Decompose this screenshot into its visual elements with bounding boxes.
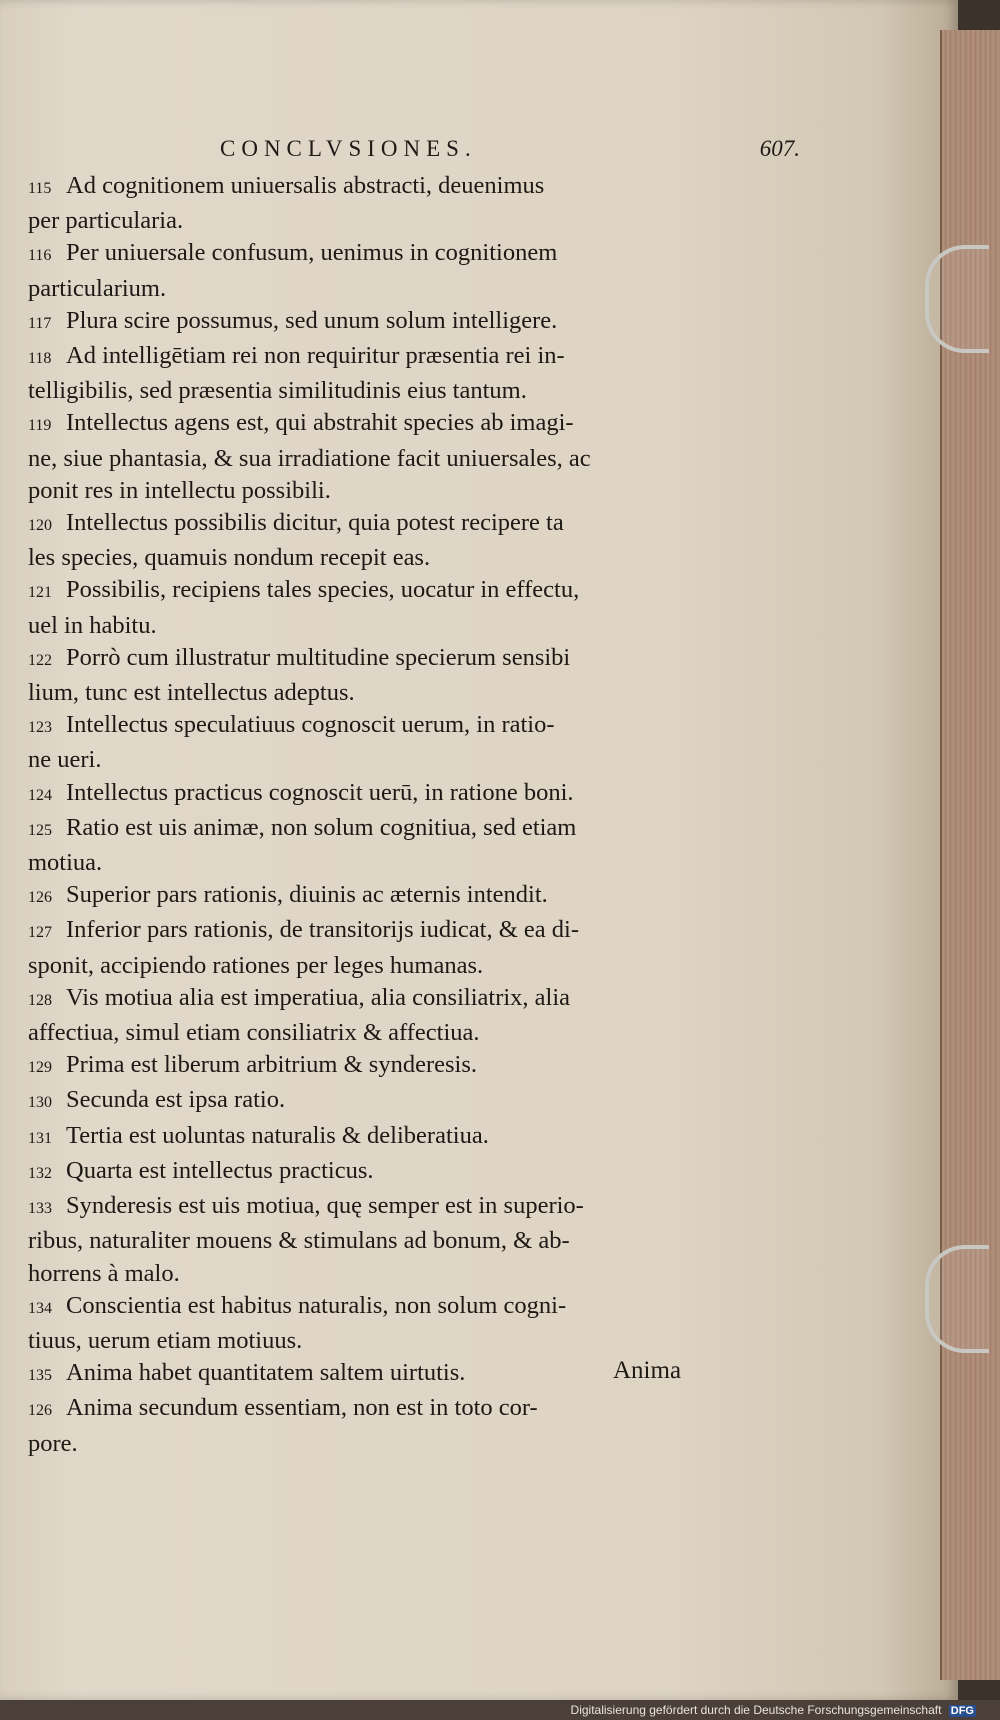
line-text: Superior pars rationis, diuinis ac æternis intendit. <box>66 881 548 909</box>
line-text: Ratio est uis animæ, non solum cognitiua, sed etiam <box>66 813 577 841</box>
paragraph-line <box>28 709 698 744</box>
paragraph-number: 124 <box>28 786 52 804</box>
line-text: Inferior pars rationis, de transitorijs iudicat, & ea di- <box>66 916 579 944</box>
line-text: Plura scire possumus, sed unum solum intelligere. <box>66 306 558 334</box>
line-text: Anima habet quantitatem saltem uirtutis. <box>66 1359 466 1387</box>
conclusion-paragraph <box>28 305 698 340</box>
paragraph-line <box>28 812 698 847</box>
conclusion-paragraph <box>28 642 698 709</box>
paragraph-number: 116 <box>28 247 52 265</box>
paragraph-line <box>28 1428 698 1460</box>
line-text: motiua. <box>28 849 103 877</box>
paragraph-number: 132 <box>28 1164 52 1182</box>
paragraph-number: 129 <box>28 1059 52 1077</box>
paragraph-line <box>28 340 698 375</box>
line-text: ponit res in intellectu possibili. <box>28 476 331 504</box>
paragraph-number: 126 <box>28 889 52 907</box>
paragraph-line <box>28 847 698 879</box>
paragraph-line <box>28 1049 698 1084</box>
footer-credit-text: Digitalisierung gefördert durch die Deutsche Forschungsgemeinschaft <box>570 1703 942 1717</box>
page-clip-top <box>925 245 989 353</box>
paragraph-line <box>28 273 698 305</box>
paragraph-line <box>28 205 698 237</box>
line-text: les species, quamuis nondum recepit eas. <box>28 544 431 572</box>
paragraph-line <box>28 1120 698 1155</box>
line-text: Vis motiua alia est imperatiua, alia consiliatrix, alia <box>66 983 571 1011</box>
line-text: telligibilis, sed præsentia similitudinis eius tantum. <box>28 377 527 405</box>
conclusion-paragraph <box>28 1392 698 1459</box>
paragraph-line <box>28 677 698 709</box>
line-text: Possibilis, recipiens tales species, uocatur in effectu, <box>66 576 580 604</box>
conclusion-paragraph <box>28 1084 698 1119</box>
paragraph-line <box>28 237 698 272</box>
paragraph-line <box>28 1392 698 1427</box>
paragraph-line <box>28 1290 698 1325</box>
line-text: Intellectus speculatiuus cognoscit uerum, in ratio- <box>66 711 555 739</box>
line-text: particularium. <box>28 274 167 302</box>
paragraph-line <box>28 1325 698 1357</box>
line-text: Quarta est intellectus practicus. <box>66 1156 374 1184</box>
paragraph-line <box>28 1225 698 1257</box>
line-text: lium, tunc est intellectus adeptus. <box>28 679 355 707</box>
folio-number: 607. <box>759 136 800 161</box>
text-body <box>28 170 698 1460</box>
line-text: tiuus, uerum etiam motiuus. <box>28 1326 303 1354</box>
page-header <box>220 136 800 162</box>
line-text: per particularia. <box>28 207 184 235</box>
paragraph-number: 128 <box>28 991 52 1009</box>
paragraph-number: 134 <box>28 1299 52 1317</box>
paragraph-number: 123 <box>28 719 52 737</box>
paragraph-number: 135 <box>28 1367 52 1385</box>
paragraph-number: 127 <box>28 924 52 942</box>
paragraph-line <box>28 1017 698 1049</box>
line-text: Ad cognitionem uniuersalis abstracti, deuenimus <box>66 172 545 199</box>
paragraph-line <box>28 982 698 1017</box>
paragraph-line <box>28 744 698 776</box>
line-text: pore. <box>28 1429 78 1457</box>
paragraph-number: 131 <box>28 1129 52 1147</box>
paragraph-number: 121 <box>28 584 52 602</box>
line-text: Conscientia est habitus naturalis, non solum cogni- <box>66 1291 567 1319</box>
conclusion-paragraph <box>28 1049 698 1084</box>
paragraph-number: 118 <box>28 350 52 368</box>
paragraph-number: 119 <box>28 417 52 435</box>
footer-credit <box>571 1703 976 1717</box>
paragraph-line <box>28 574 698 609</box>
conclusion-paragraph <box>28 777 698 812</box>
conclusion-paragraph <box>28 237 698 304</box>
paragraph-line <box>28 170 698 205</box>
page-clip-bottom <box>925 1245 989 1353</box>
conclusion-paragraph <box>28 340 698 407</box>
paragraph-number: 117 <box>28 314 52 332</box>
paragraph-line <box>28 879 698 914</box>
paragraph-line <box>28 777 698 812</box>
line-text: Intellectus possibilis dicitur, quia potest recipere ta <box>66 509 564 537</box>
paragraph-number: 133 <box>28 1200 52 1218</box>
paragraph-line <box>28 950 698 982</box>
paragraph-line <box>28 1084 698 1119</box>
paragraph-line <box>28 407 698 442</box>
line-text: Per uniuersale confusum, uenimus in cognitionem <box>66 239 558 267</box>
paragraph-number: 120 <box>28 517 52 535</box>
paragraph-line <box>28 443 698 475</box>
paragraph-line <box>28 375 698 407</box>
line-text: horrens à malo. <box>28 1259 180 1287</box>
line-text: uel in habitu. <box>28 611 157 639</box>
conclusion-paragraph <box>28 982 698 1049</box>
line-text: Prima est liberum arbitrium & synderesis. <box>66 1051 477 1079</box>
line-text: Anima secundum essentiam, non est in toto cor- <box>66 1394 538 1422</box>
paragraph-number: 130 <box>28 1094 52 1112</box>
line-text: Synderesis est uis motiua, quę semper est in superio- <box>66 1192 584 1220</box>
line-text: Secunda est ipsa ratio. <box>66 1086 286 1114</box>
conclusion-paragraph <box>28 879 698 914</box>
line-text: ribus, naturaliter mouens & stimulans ad bonum, & ab- <box>28 1227 570 1255</box>
line-text: ne, siue phantasia, & sua irradiatione facit uniuersales, ac <box>28 444 591 472</box>
paragraph-line <box>28 914 698 949</box>
dfg-logo-icon: DFG <box>950 1705 974 1717</box>
conclusion-paragraph <box>28 709 698 776</box>
paragraph-line <box>28 1155 698 1190</box>
line-text: Tertia est uoluntas naturalis & deliberatiua. <box>66 1121 489 1149</box>
line-text: Porrò cum illustratur multitudine specierum sensibi <box>66 643 571 671</box>
conclusion-paragraph <box>28 812 698 879</box>
paragraph-line <box>28 1357 698 1392</box>
digitization-footer <box>0 1700 1000 1720</box>
conclusion-paragraph <box>28 407 698 507</box>
conclusion-paragraph <box>28 1155 698 1190</box>
paragraph-line <box>28 642 698 677</box>
paragraph-number: 122 <box>28 651 52 669</box>
paragraph-line <box>28 1190 698 1225</box>
line-text: Intellectus practicus cognoscit uerū, in ratione boni. <box>66 778 574 806</box>
paragraph-line <box>28 475 698 507</box>
paragraph-number: 115 <box>28 180 52 197</box>
paragraph-line <box>28 507 698 542</box>
running-head: CONCLVSIONES. <box>220 136 477 161</box>
paragraph-line <box>28 542 698 574</box>
conclusion-paragraph <box>28 170 698 237</box>
conclusion-paragraph <box>28 914 698 981</box>
paragraph-line <box>28 610 698 642</box>
line-text: affectiua, simul etiam consiliatrix & affectiua. <box>28 1019 480 1047</box>
paragraph-line <box>28 305 698 340</box>
line-text: Ad intelligētiam rei non requiritur præsentia rei in- <box>66 342 565 370</box>
catchword: Anima <box>613 1357 682 1384</box>
conclusion-paragraph <box>28 1190 698 1290</box>
paragraph-line <box>28 1258 698 1290</box>
paragraph-number: 125 <box>28 821 52 839</box>
line-text: ne ueri. <box>28 746 102 774</box>
conclusion-paragraph <box>28 1290 698 1357</box>
line-text: sponit, accipiendo rationes per leges humanas. <box>28 951 484 979</box>
conclusion-paragraph <box>28 507 698 574</box>
conclusion-paragraph <box>28 574 698 641</box>
paragraph-number: 126 <box>28 1402 52 1420</box>
conclusion-paragraph <box>28 1120 698 1155</box>
conclusion-paragraph <box>28 1357 698 1392</box>
line-text: Intellectus agens est, qui abstrahit species ab imagi- <box>66 409 574 437</box>
